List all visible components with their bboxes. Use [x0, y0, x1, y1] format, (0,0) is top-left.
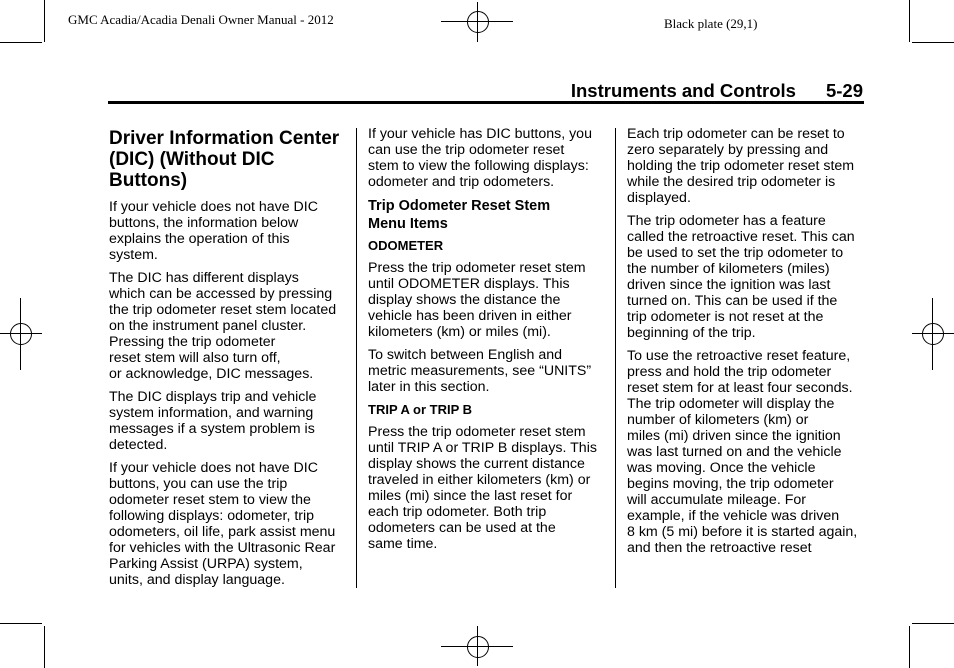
text-line: odometers, oil life, park assist menu [109, 524, 336, 540]
text-line: called the retroactive reset. This can [627, 229, 855, 245]
title-line: (DIC) (Without DIC [109, 149, 275, 170]
registration-mark-left [0, 298, 42, 370]
paragraph [368, 424, 608, 552]
registration-mark-top [441, 2, 513, 42]
crop-mark-bottom-right-horizontal [912, 623, 954, 624]
text-line: odometer and trip odometers. [368, 174, 555, 190]
registration-mark-right [912, 298, 954, 370]
text-line: example, if the vehicle was driven [627, 508, 840, 524]
text-line: miles (mi) driven since the ignition [627, 428, 841, 444]
text-line: The trip odometer will display the [627, 396, 835, 412]
crop-mark-bottom-right-vertical [909, 626, 910, 668]
text-line: press and hold the trip odometer [627, 364, 832, 380]
text-line: The DIC has different displays [109, 270, 299, 286]
text-line: odometer reset stem to view the [109, 492, 311, 508]
text-line: messages if a system problem is [109, 421, 315, 437]
text-line: was moving. Once the vehicle [627, 460, 816, 476]
text-line: If your vehicle does not have DIC [109, 199, 318, 215]
section-title [109, 128, 349, 191]
text-line: each trip odometer. Both trip [368, 504, 547, 520]
subheading-line: Trip Odometer Reset Stem [368, 198, 551, 214]
text-line: which can be accessed by pressing [109, 286, 333, 302]
paragraph [109, 389, 349, 453]
subheading-line: Menu Items [368, 216, 448, 232]
column-3 [627, 126, 867, 563]
text-line: the trip odometer reset stem located [109, 302, 337, 318]
text-line: while the desired trip odometer is [627, 174, 836, 190]
text-line: units, and display language. [109, 572, 285, 588]
column-divider [615, 128, 616, 588]
text-line: turned on. This can be used if the [627, 293, 838, 309]
crop-mark-top-right-horizontal [912, 42, 954, 43]
text-line: and then the retroactive reset [627, 540, 812, 556]
text-line: Press the trip odometer reset stem [368, 424, 586, 440]
plate-info-right: Black plate (29,1) [664, 16, 758, 31]
column-divider [356, 128, 357, 588]
text-line: explains the operation of this [109, 231, 290, 247]
text-line: detected. [109, 437, 168, 453]
running-header [571, 80, 863, 102]
text-line: The DIC displays trip and vehicle [109, 389, 317, 405]
text-line: on the instrument panel cluster. [109, 318, 307, 334]
text-line: be used to set the trip odometer to [627, 245, 844, 261]
column-2 [368, 126, 608, 559]
title-line: Driver Information Center [109, 128, 340, 149]
text-line: odometers can be used at the [368, 520, 556, 536]
text-line: buttons, you can use the trip [109, 476, 288, 492]
text-line: display shows the current distance [368, 456, 585, 472]
registration-mark-bottom [441, 626, 513, 666]
text-line: vehicle has been driven in either [368, 308, 572, 324]
text-line: driven since the ignition was last [627, 277, 831, 293]
text-line: the number of kilometers (miles) [627, 261, 830, 277]
text-line: Parking Assist (URPA) system, [109, 556, 303, 572]
paragraph [368, 347, 608, 395]
text-line: zero separately by pressing and [627, 142, 829, 158]
text-line: Press the trip odometer reset stem [368, 260, 586, 276]
plate-info-left: GMC Acadia/Acadia Denali Owner Manual - 2012 [68, 12, 334, 27]
text-line: To use the retroactive reset feature, [627, 348, 851, 364]
trip-heading: TRIP A or TRIP B [368, 402, 473, 417]
text-line: can use the trip odometer reset [368, 142, 565, 158]
crop-mark-top-left-horizontal [0, 42, 42, 43]
text-line: trip odometer is not reset at the [627, 309, 824, 325]
text-line: was last turned on and the vehicle [627, 444, 842, 460]
text-line: begins moving, the trip odometer [627, 476, 834, 492]
title-line: Buttons) [109, 170, 188, 191]
paragraph [109, 270, 349, 382]
paragraph [627, 126, 867, 206]
paragraph [368, 126, 608, 190]
column-1 [109, 128, 349, 595]
text-line: Each trip odometer can be reset to [627, 126, 845, 142]
text-line: or acknowledge, DIC messages. [109, 366, 314, 382]
text-line: holding the trip odometer reset stem [627, 158, 855, 174]
text-line: The trip odometer has a feature [627, 213, 826, 229]
crop-mark-top-left-vertical [44, 0, 45, 42]
text-line: for vehicles with the Ultrasonic Rear [109, 540, 336, 556]
paragraph [627, 348, 867, 556]
subheading [368, 197, 608, 233]
crop-mark-bottom-left-horizontal [0, 623, 42, 624]
header-rule [108, 101, 864, 104]
text-line: later in this section. [368, 379, 490, 395]
text-line: If your vehicle has DIC buttons, you [368, 126, 592, 142]
paragraph [368, 260, 608, 340]
text-line: system. [109, 247, 158, 263]
text-line: following displays: odometer, trip [109, 508, 315, 524]
crop-mark-bottom-left-vertical [44, 626, 45, 668]
text-line: Pressing the trip odometer [109, 334, 276, 350]
text-line: until TRIP A or TRIP B displays. This [368, 440, 597, 456]
text-line: system information, and warning [109, 405, 314, 421]
paragraph [109, 460, 349, 588]
text-line: same time. [368, 536, 438, 552]
text-line: kilometers (km) or miles (mi). [368, 324, 551, 340]
text-line: display shows the distance the [368, 292, 561, 308]
text-line: metric measurements, see “UNITS” [368, 363, 592, 379]
text-line: traveled in either kilometers (km) or [368, 472, 591, 488]
crop-mark-top-right-vertical [909, 0, 910, 42]
paragraph [627, 213, 867, 341]
odometer-heading: ODOMETER [368, 238, 444, 253]
text-line: 8 km (5 mi) before it is started again, [627, 524, 858, 540]
text-line: will accumulate mileage. For [627, 492, 806, 508]
text-line: reset stem for at least four seconds. [627, 380, 853, 396]
page-number: 5-29 [825, 80, 863, 101]
text-line: If your vehicle does not have DIC [109, 460, 318, 476]
text-line: buttons, the information below [109, 215, 299, 231]
text-line: miles (mi) since the last reset for [368, 488, 573, 504]
text-line: until ODOMETER displays. This [368, 276, 570, 292]
section-name: Instruments and Controls [570, 80, 796, 101]
text-line: number of kilometers (km) or [627, 412, 809, 428]
paragraph [109, 199, 349, 263]
text-line: To switch between English and [368, 347, 563, 363]
text-line: displayed. [627, 190, 691, 206]
text-line: reset stem will also turn off, [109, 350, 281, 366]
text-line: stem to view the following displays: [368, 158, 589, 174]
text-line: beginning of the trip. [627, 325, 756, 341]
